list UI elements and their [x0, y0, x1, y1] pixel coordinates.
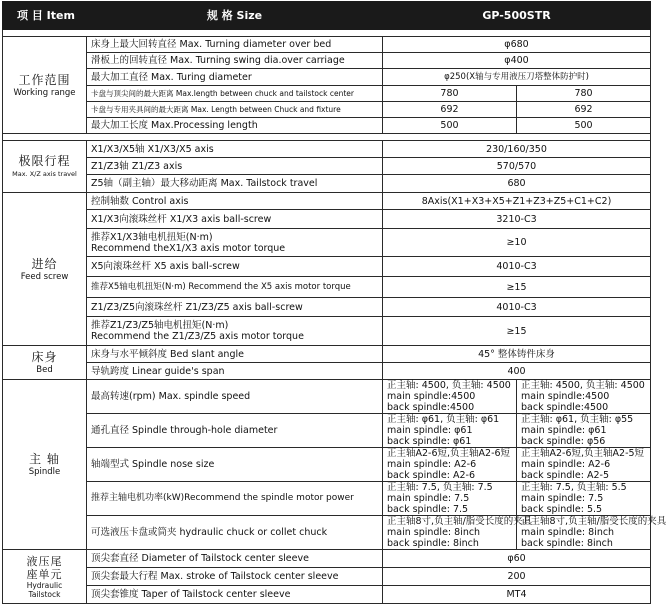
row-value: 570/570: [383, 158, 651, 175]
row-label: 顶尖套锥度 Taper of Tailstock center sleeve: [87, 586, 383, 604]
table-row: [3, 568, 651, 586]
row-label: 最大加工长度 Max.Processing length: [87, 118, 383, 134]
row-label: 推荐X5轴电机扭矩(N·m) Recommend the X5 axis motor torque: [87, 277, 383, 298]
row-label: Z1/Z3轴 Z1/Z3 axis: [87, 158, 383, 175]
row-value: 4010-C3: [383, 257, 651, 277]
header-model: GP-500STR: [383, 2, 651, 30]
table-row: [3, 363, 651, 380]
row-value: 正主轴: φ61, 负主轴: φ55 main spindle: φ61 back spindle: φ56: [517, 414, 651, 448]
table-row: [3, 175, 651, 193]
row-value: 正主轴: φ61, 负主轴: φ61 main spindle: φ61 back spindle: φ61: [383, 414, 517, 448]
table-row: [3, 277, 651, 298]
table-row: [3, 516, 651, 550]
row-label: 可选液压卡盘或筒夹 hydraulic chuck or collet chuck: [87, 516, 383, 550]
row-label: 最大加工直径 Max. Turing diameter: [87, 69, 383, 86]
row-value: 正主轴: 4500, 负主轴: 4500 main spindle:4500 back spindle:4500: [383, 380, 517, 414]
row-label: 控制轴数 Control axis: [87, 193, 383, 210]
row-label: 顶尖套最大行程 Max. stroke of Tailstock center sleeve: [87, 568, 383, 586]
row-value: ≥15: [383, 277, 651, 298]
row-label: X5向滚珠丝杆 X5 axis ball-screw: [87, 257, 383, 277]
row-value: 692: [383, 102, 517, 118]
table-row: [3, 229, 651, 257]
category-spindle: 主 轴 Spindle: [3, 380, 87, 550]
row-value: 500: [517, 118, 651, 134]
row-value: 4010-C3: [383, 298, 651, 317]
row-label: 推荐Z1/Z3/Z5轴电机扭矩(N·m) Recommend the Z1/Z3/Z5 axis motor torque: [87, 317, 383, 346]
category-working-range: 工作范围 Working range: [3, 37, 87, 134]
table-header: [3, 2, 651, 30]
row-value: 3210-C3: [383, 210, 651, 229]
row-value: 400: [383, 363, 651, 380]
row-label: Z1/Z3/Z5向滚珠丝杆 Z1/Z3/Z5 axis ball-screw: [87, 298, 383, 317]
row-label: X1/X3/X5轴 X1/X3/X5 axis: [87, 141, 383, 158]
row-label: 推荐主轴电机功率(kW)Recommend the spindle motor power: [87, 482, 383, 516]
row-label: Z5轴（副主轴）最大移动距离 Max. Tailstock travel: [87, 175, 383, 193]
row-value: 230/160/350: [383, 141, 651, 158]
table-row: [3, 380, 651, 414]
table-row: [3, 37, 651, 53]
table-row: [3, 141, 651, 158]
table-row: [3, 69, 651, 86]
table-row: [3, 346, 651, 363]
table-row: [3, 550, 651, 568]
row-label: 床身上最大回转直径 Max. Turning diameter over bed: [87, 37, 383, 53]
row-value: ≥10: [383, 229, 651, 257]
row-value: 正主轴8寸,负主轴/脂受长度的夹具 main spindle: 8inch back spindle: 8inch: [383, 516, 517, 550]
row-label: 导轨跨度 Linear guide's span: [87, 363, 383, 380]
row-label: 最高转速(rpm) Max. spindle speed: [87, 380, 383, 414]
header-item: 项 目 Item: [3, 2, 87, 30]
row-value: φ680: [383, 37, 651, 53]
table-row: [3, 317, 651, 346]
row-value: 正主轴A2-6短,负主轴A2-5短 main spindle: A2-6 back spindle: A2-5: [517, 448, 651, 482]
row-value: 500: [383, 118, 517, 134]
table-row: [3, 102, 651, 118]
row-value: 正主轴: 7.5, 负主轴: 5.5 main spindle: 7.5 back spindle: 5.5: [517, 482, 651, 516]
row-label: 轴端型式 Spindle nose size: [87, 448, 383, 482]
row-value: 45° 整体铸件床身: [383, 346, 651, 363]
category-feed: 进给 Feed screw: [3, 193, 87, 346]
row-value: 正主轴: 7.5, 负主轴: 7.5 main spindle: 7.5 back spindle: 7.5: [383, 482, 517, 516]
row-label: 卡盘与顶尖间的最大距离 Max.length between chuck and tailstock center: [87, 86, 383, 102]
row-label: X1/X3向滚珠丝杆 X1/X3 axis ball-screw: [87, 210, 383, 229]
row-label: 滑板上的回转直径 Max. Turning swing dia.over carriage: [87, 53, 383, 69]
row-value: 680: [383, 175, 651, 193]
row-value: 正主轴8寸,负主轴/脂受长度的夹具 main spindle: 8inch back spindle: 8inch: [517, 516, 651, 550]
row-value: MT4: [383, 586, 651, 604]
table-row: [3, 298, 651, 317]
table-row: [3, 414, 651, 448]
category-limit-travel: 极限行程 Max. X/Z axis travel: [3, 141, 87, 193]
row-label: 顶尖套直径 Diameter of Tailstock center sleeve: [87, 550, 383, 568]
table-row: [3, 586, 651, 604]
row-value: 200: [383, 568, 651, 586]
spec-table: [2, 1, 666, 604]
table-row: [3, 210, 651, 229]
row-label: 推荐X1/X3轴电机扭矩(N·m) Recommend theX1/X3 axis motor torque: [87, 229, 383, 257]
row-value: 692: [517, 102, 651, 118]
category-bed: 床身 Bed: [3, 346, 87, 380]
table-row: [3, 158, 651, 175]
row-label: 通孔直径 Spindle through-hole diameter: [87, 414, 383, 448]
table-row: [3, 118, 651, 134]
row-value: 780: [517, 86, 651, 102]
table-row: [3, 86, 651, 102]
row-value: φ250(X轴与专用液压刀塔整体防护时): [383, 69, 651, 86]
table-row: [3, 193, 651, 210]
row-value: φ60: [383, 550, 651, 568]
header-size: 规 格 Size: [87, 2, 383, 30]
row-value: φ400: [383, 53, 651, 69]
table-row: [3, 53, 651, 69]
row-value: 780: [383, 86, 517, 102]
row-value: ≥15: [383, 317, 651, 346]
category-tailstock: 液压尾 座单元 Hydraulic Tailstock: [3, 550, 87, 604]
row-value: 8Axis(X1+X3+X5+Z1+Z3+Z5+C1+C2): [383, 193, 651, 210]
row-label: 床身与水平倾斜度 Bed slant angle: [87, 346, 383, 363]
table-row: [3, 482, 651, 516]
table-row: [3, 448, 651, 482]
row-value: 正主轴: 4500, 负主轴: 4500 main spindle:4500 back spindle:4500: [517, 380, 651, 414]
row-label: 卡盘与专用夹具间的最大距离 Max. Length between Chuck and fixture: [87, 102, 383, 118]
row-value: 正主轴A2-6短,负主轴A2-6短 main spindle: A2-6 back spindle: A2-6: [383, 448, 517, 482]
table-row: [3, 257, 651, 277]
